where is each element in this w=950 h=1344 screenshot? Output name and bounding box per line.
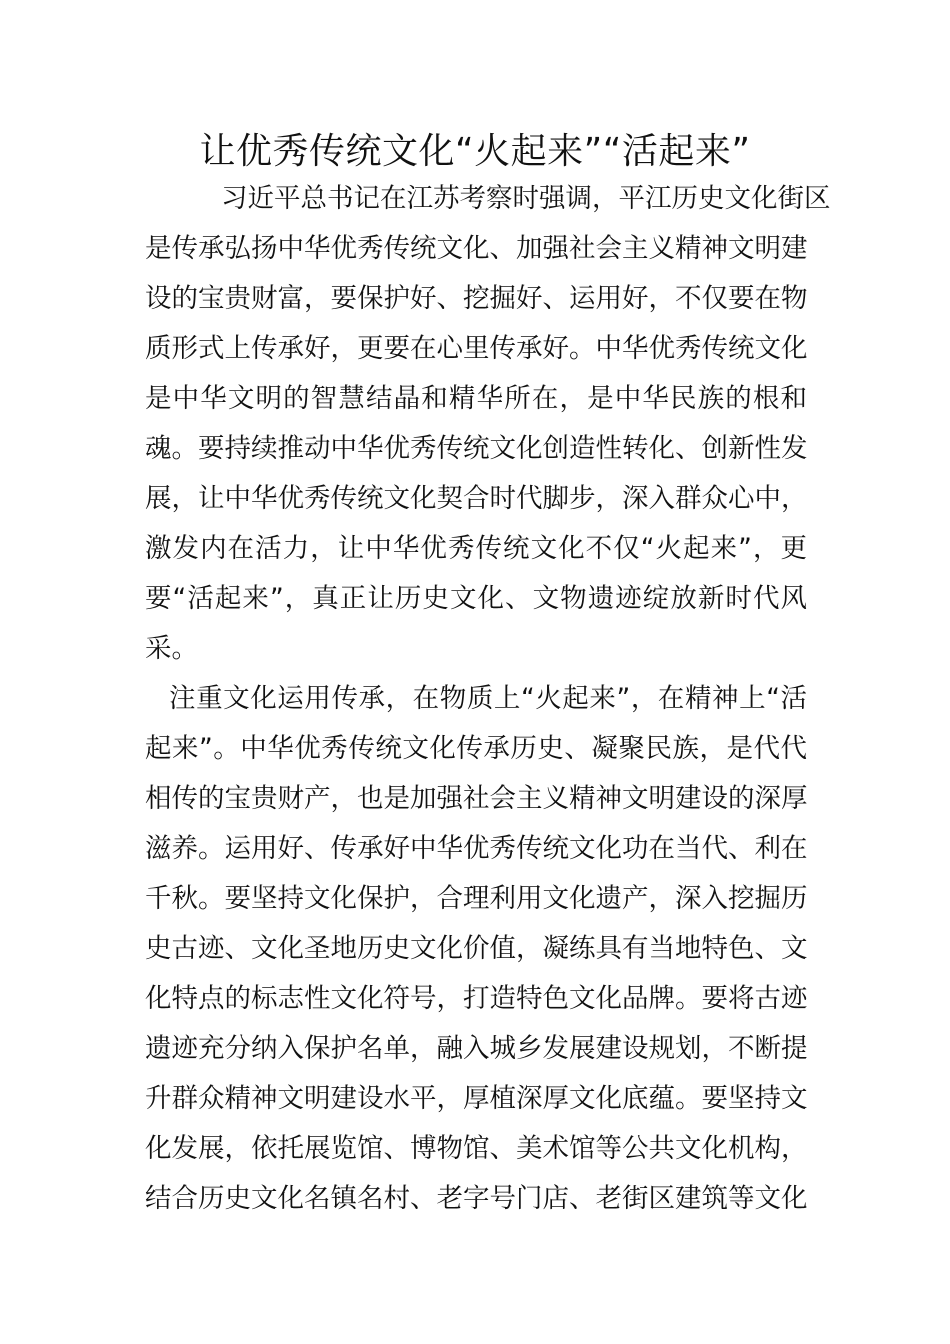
paragraph-line: 滋养。运用好、传承好中华优秀传统文化功在当代、利在 [145, 833, 808, 864]
paragraph-line: 魂。要持续推动中华优秀传统文化创造性转化、创新性发 [145, 433, 808, 464]
paragraph-line: 设的宝贵财富，要保护好、挖掘好、运用好，不仅要在物 [145, 283, 808, 314]
paragraph-line: 起来”。中华优秀传统文化传承历史、凝聚民族，是代代 [145, 733, 807, 764]
paragraph-1 [145, 174, 831, 674]
paragraph-line: 升群众精神文明建设水平，厚植深厚文化底蕴。要坚持文 [145, 1083, 808, 1114]
paragraph-line: 是传承弘扬中华优秀传统文化、加强社会主义精神文明建 [145, 233, 808, 264]
page-title: 让优秀传统文化“火起来”“活起来” [199, 131, 751, 172]
paragraph-line: 化特点的标志性文化符号，打造特色文化品牌。要将古迹 [145, 983, 808, 1014]
paragraph-line: 遗迹充分纳入保护名单，融入城乡发展建设规划，不断提 [145, 1033, 808, 1064]
paragraph-line: 习近平总书记在江苏考察时强调，平江历史文化街区 [221, 183, 831, 214]
paragraph-line: 史古迹、文化圣地历史文化价值，凝练具有当地特色、文 [145, 933, 808, 964]
paragraph-line: 相传的宝贵财产，也是加强社会主义精神文明建设的深厚 [145, 783, 808, 814]
paragraph-2 [145, 674, 807, 1224]
paragraph-line: 展，让中华优秀传统文化契合时代脚步，深入群众心中， [145, 483, 808, 514]
paragraph-line: 采。 [145, 633, 198, 664]
paragraph-line: 要“活起来”，真正让历史文化、文物遗迹绽放新时代风 [145, 583, 807, 614]
paragraph-line: 质形式上传承好，更要在心里传承好。中华优秀传统文化 [145, 333, 808, 364]
paragraph-line: 是中华文明的智慧结晶和精华所在，是中华民族的根和 [145, 383, 807, 414]
paragraph-line: 千秋。要坚持文化保护，合理利用文化遗产，深入挖掘历 [145, 883, 808, 914]
paragraph-line: 激发内在活力，让中华优秀传统文化不仅“火起来”，更 [145, 533, 807, 564]
paragraph-line: 化发展，依托展览馆、博物馆、美术馆等公共文化机构， [145, 1133, 808, 1164]
paragraph-line: 结合历史文化名镇名村、老字号门店、老街区建筑等文化 [145, 1183, 808, 1214]
paragraph-line: 注重文化运用传承，在物质上“火起来”，在精神上“活 [169, 683, 807, 714]
